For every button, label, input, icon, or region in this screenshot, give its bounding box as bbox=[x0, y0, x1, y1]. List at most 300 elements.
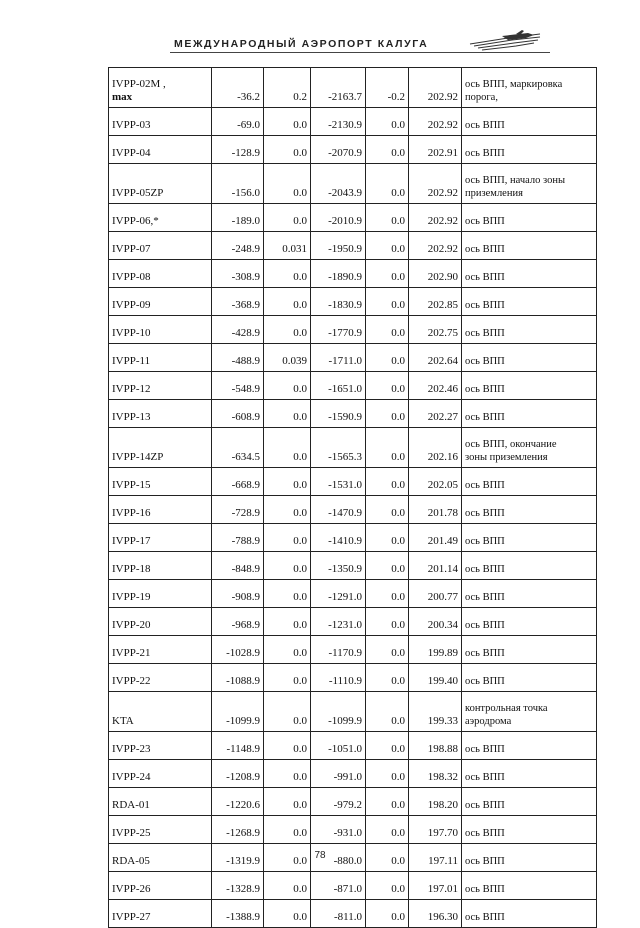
offset-cell bbox=[366, 164, 409, 204]
description-cell bbox=[462, 816, 597, 844]
elevation-cell bbox=[409, 524, 462, 552]
elevation-text: 202.27 bbox=[427, 411, 458, 423]
z-coord-cell bbox=[311, 872, 366, 900]
elevation-cell bbox=[409, 496, 462, 524]
x-coord-cell bbox=[212, 428, 264, 468]
offset-text: 0.0 bbox=[391, 243, 405, 255]
elevation-cell bbox=[409, 664, 462, 692]
offset-cell bbox=[366, 400, 409, 428]
description-text: ось ВПП bbox=[465, 244, 505, 255]
point-name-text: RDA-05 bbox=[112, 855, 150, 867]
elevation-cell bbox=[409, 468, 462, 496]
airplane-logo-icon bbox=[468, 30, 542, 54]
z-coord-cell bbox=[311, 68, 366, 108]
table-row bbox=[109, 524, 597, 552]
z-coord-text: -1651.0 bbox=[328, 383, 362, 395]
z-coord-text: -1531.0 bbox=[328, 479, 362, 491]
x-coord-text: -368.9 bbox=[231, 299, 260, 311]
table-body bbox=[109, 68, 597, 928]
offset-text: 0.0 bbox=[391, 855, 405, 867]
x-coord-cell bbox=[212, 316, 264, 344]
point-name-cell bbox=[109, 872, 212, 900]
point-name-cell bbox=[109, 400, 212, 428]
z-coord-text: -1950.9 bbox=[328, 243, 362, 255]
z-coord-text: -2010.9 bbox=[328, 215, 362, 227]
x-coord-cell bbox=[212, 164, 264, 204]
x-coord-text: -1328.9 bbox=[226, 883, 260, 895]
x-coord-cell bbox=[212, 496, 264, 524]
table-row bbox=[109, 164, 597, 204]
z-coord-text: -2163.7 bbox=[328, 91, 362, 103]
y-coord-cell bbox=[264, 372, 311, 400]
point-name-cell bbox=[109, 552, 212, 580]
offset-text: 0.0 bbox=[391, 563, 405, 575]
x-coord-text: -848.9 bbox=[231, 563, 260, 575]
offset-cell bbox=[366, 580, 409, 608]
description-cell bbox=[462, 524, 597, 552]
table-row bbox=[109, 552, 597, 580]
z-coord-cell bbox=[311, 636, 366, 664]
table-row bbox=[109, 316, 597, 344]
description-cell bbox=[462, 608, 597, 636]
offset-cell bbox=[366, 692, 409, 732]
x-coord-text: -69.0 bbox=[237, 119, 260, 131]
y-coord-cell bbox=[264, 496, 311, 524]
table-row bbox=[109, 400, 597, 428]
x-coord-cell bbox=[212, 816, 264, 844]
x-coord-cell bbox=[212, 68, 264, 108]
table-row bbox=[109, 496, 597, 524]
y-coord-text: 0.0 bbox=[293, 215, 307, 227]
x-coord-cell bbox=[212, 344, 264, 372]
point-name-cell bbox=[109, 692, 212, 732]
point-name-cell bbox=[109, 136, 212, 164]
offset-text: 0.0 bbox=[391, 771, 405, 783]
elevation-cell bbox=[409, 760, 462, 788]
offset-text: 0.0 bbox=[391, 715, 405, 727]
z-coord-cell bbox=[311, 288, 366, 316]
x-coord-cell bbox=[212, 260, 264, 288]
point-name-text: IVPP-25 bbox=[112, 827, 151, 839]
description-cell bbox=[462, 664, 597, 692]
point-name-cell bbox=[109, 580, 212, 608]
x-coord-cell bbox=[212, 232, 264, 260]
description-cell bbox=[462, 900, 597, 928]
y-coord-text: 0.0 bbox=[293, 327, 307, 339]
description-cell bbox=[462, 288, 597, 316]
table-row bbox=[109, 816, 597, 844]
description-text: ось ВПП bbox=[465, 592, 505, 603]
y-coord-text: 0.0 bbox=[293, 715, 307, 727]
elevation-text: 198.32 bbox=[427, 771, 458, 783]
point-name-text: IVPP-23 bbox=[112, 743, 151, 755]
x-coord-text: -428.9 bbox=[231, 327, 260, 339]
table-row bbox=[109, 204, 597, 232]
y-coord-cell bbox=[264, 816, 311, 844]
x-coord-text: -1268.9 bbox=[226, 827, 260, 839]
z-coord-cell bbox=[311, 692, 366, 732]
header-rule bbox=[170, 52, 550, 53]
point-name-text: IVPP-22 bbox=[112, 675, 151, 687]
z-coord-cell bbox=[311, 260, 366, 288]
point-name-text: IVPP-09 bbox=[112, 299, 151, 311]
description-cell bbox=[462, 496, 597, 524]
y-coord-text: 0.0 bbox=[293, 675, 307, 687]
table-row bbox=[109, 108, 597, 136]
point-name-cell bbox=[109, 428, 212, 468]
y-coord-cell bbox=[264, 900, 311, 928]
offset-text: 0.0 bbox=[391, 743, 405, 755]
x-coord-cell bbox=[212, 732, 264, 760]
table-row bbox=[109, 232, 597, 260]
elevation-cell bbox=[409, 608, 462, 636]
y-coord-text: 0.0 bbox=[293, 647, 307, 659]
offset-text: 0.0 bbox=[391, 827, 405, 839]
point-name-text: IVPP-26 bbox=[112, 883, 151, 895]
elevation-cell bbox=[409, 344, 462, 372]
z-coord-cell bbox=[311, 232, 366, 260]
z-coord-cell bbox=[311, 496, 366, 524]
x-coord-text: -1208.9 bbox=[226, 771, 260, 783]
description-text: ось ВПП bbox=[465, 480, 505, 491]
y-coord-text: 0.0 bbox=[293, 619, 307, 631]
elevation-cell bbox=[409, 204, 462, 232]
z-coord-text: -880.0 bbox=[333, 855, 362, 867]
description-text: ось ВПП, маркировка bbox=[465, 79, 563, 90]
x-coord-cell bbox=[212, 664, 264, 692]
x-coord-text: -908.9 bbox=[231, 591, 260, 603]
description-text-line2: порога, bbox=[465, 92, 498, 103]
description-text: ось ВПП bbox=[465, 744, 505, 755]
elevation-text: 202.90 bbox=[427, 271, 458, 283]
description-text: ось ВПП bbox=[465, 620, 505, 631]
description-text: ось ВПП, начало зоны bbox=[465, 175, 566, 186]
offset-cell bbox=[366, 428, 409, 468]
point-name-cell bbox=[109, 900, 212, 928]
y-coord-cell bbox=[264, 232, 311, 260]
y-coord-text: 0.0 bbox=[293, 507, 307, 519]
offset-text: 0.0 bbox=[391, 411, 405, 423]
point-name-text: IVPP-12 bbox=[112, 383, 151, 395]
y-coord-text: 0.0 bbox=[293, 535, 307, 547]
elevation-text: 198.20 bbox=[427, 799, 458, 811]
description-cell bbox=[462, 788, 597, 816]
elevation-cell bbox=[409, 288, 462, 316]
point-name-text: IVPP-24 bbox=[112, 771, 151, 783]
description-cell bbox=[462, 260, 597, 288]
point-name-text: IVPP-10 bbox=[112, 327, 151, 339]
elevation-cell bbox=[409, 816, 462, 844]
offset-cell bbox=[366, 136, 409, 164]
z-coord-cell bbox=[311, 136, 366, 164]
elevation-cell bbox=[409, 872, 462, 900]
point-name-text: IVPP-03 bbox=[112, 119, 151, 131]
description-cell bbox=[462, 636, 597, 664]
page-number: 78 bbox=[314, 850, 326, 861]
table-row bbox=[109, 788, 597, 816]
elevation-text: 199.33 bbox=[427, 715, 458, 727]
y-coord-cell bbox=[264, 164, 311, 204]
table-row bbox=[109, 580, 597, 608]
description-text-line2: зоны приземления bbox=[465, 452, 548, 463]
offset-cell bbox=[366, 760, 409, 788]
elevation-cell bbox=[409, 788, 462, 816]
description-cell bbox=[462, 760, 597, 788]
offset-text: 0.0 bbox=[391, 327, 405, 339]
x-coord-cell bbox=[212, 692, 264, 732]
z-coord-text: -979.2 bbox=[333, 799, 362, 811]
offset-cell bbox=[366, 524, 409, 552]
x-coord-cell bbox=[212, 468, 264, 496]
y-coord-text: 0.0 bbox=[293, 479, 307, 491]
offset-cell bbox=[366, 108, 409, 136]
description-text: ось ВПП bbox=[465, 328, 505, 339]
y-coord-cell bbox=[264, 760, 311, 788]
point-name-text: IVPP-17 bbox=[112, 535, 151, 547]
point-name-text: IVPP-27 bbox=[112, 911, 151, 923]
y-coord-text: 0.0 bbox=[293, 187, 307, 199]
point-name-cell bbox=[109, 316, 212, 344]
elevation-text: 200.77 bbox=[427, 591, 458, 603]
z-coord-text: -1231.0 bbox=[328, 619, 362, 631]
table-row bbox=[109, 136, 597, 164]
z-coord-cell bbox=[311, 608, 366, 636]
header-title: МЕЖДУНАРОДНЫЙ АЭРОПОРТ КАЛУГА bbox=[174, 38, 429, 50]
y-coord-text: 0.0 bbox=[293, 147, 307, 159]
y-coord-text: 0.0 bbox=[293, 299, 307, 311]
y-coord-cell bbox=[264, 524, 311, 552]
z-coord-text: -1470.9 bbox=[328, 507, 362, 519]
point-name-cell bbox=[109, 260, 212, 288]
point-name-text: IVPP-06,* bbox=[112, 215, 159, 227]
x-coord-cell bbox=[212, 760, 264, 788]
point-name-text: IVPP-11 bbox=[112, 355, 151, 367]
table-row bbox=[109, 372, 597, 400]
point-name-text: KTA bbox=[112, 715, 134, 727]
offset-text: 0.0 bbox=[391, 299, 405, 311]
elevation-text: 198.88 bbox=[427, 743, 458, 755]
offset-cell bbox=[366, 664, 409, 692]
y-coord-text: 0.0 bbox=[293, 451, 307, 463]
elevation-text: 202.92 bbox=[427, 243, 458, 255]
description-text: ось ВПП, окончание bbox=[465, 439, 557, 450]
z-coord-text: -1565.3 bbox=[328, 451, 362, 463]
z-coord-text: -1291.0 bbox=[328, 591, 362, 603]
offset-cell bbox=[366, 468, 409, 496]
z-coord-cell bbox=[311, 524, 366, 552]
coordinates-table bbox=[108, 67, 597, 928]
z-coord-text: -1350.9 bbox=[328, 563, 362, 575]
z-coord-cell bbox=[311, 108, 366, 136]
elevation-cell bbox=[409, 400, 462, 428]
offset-text: 0.0 bbox=[391, 215, 405, 227]
table-row bbox=[109, 260, 597, 288]
y-coord-text: 0.0 bbox=[293, 591, 307, 603]
x-coord-cell bbox=[212, 288, 264, 316]
table-row bbox=[109, 68, 597, 108]
elevation-cell bbox=[409, 732, 462, 760]
elevation-cell bbox=[409, 552, 462, 580]
y-coord-cell bbox=[264, 788, 311, 816]
x-coord-text: -634.5 bbox=[231, 451, 260, 463]
offset-text: 0.0 bbox=[391, 591, 405, 603]
description-cell bbox=[462, 68, 597, 108]
point-name-text: IVPP-04 bbox=[112, 147, 151, 159]
z-coord-cell bbox=[311, 344, 366, 372]
y-coord-text: 0.0 bbox=[293, 411, 307, 423]
description-text: ось ВПП bbox=[465, 828, 505, 839]
point-name-cell bbox=[109, 372, 212, 400]
point-name-text: IVPP-05ZP bbox=[112, 187, 164, 199]
offset-text: 0.0 bbox=[391, 675, 405, 687]
point-name-cell bbox=[109, 788, 212, 816]
table-row bbox=[109, 732, 597, 760]
x-coord-text: -1388.9 bbox=[226, 911, 260, 923]
elevation-text: 202.46 bbox=[427, 383, 458, 395]
y-coord-cell bbox=[264, 872, 311, 900]
elevation-text: 202.92 bbox=[427, 215, 458, 227]
table-row bbox=[109, 760, 597, 788]
offset-text: 0.0 bbox=[391, 647, 405, 659]
y-coord-text: 0.0 bbox=[293, 827, 307, 839]
description-cell bbox=[462, 232, 597, 260]
table-row bbox=[109, 344, 597, 372]
x-coord-text: -308.9 bbox=[231, 271, 260, 283]
x-coord-text: -608.9 bbox=[231, 411, 260, 423]
z-coord-cell bbox=[311, 900, 366, 928]
offset-text: 0.0 bbox=[391, 187, 405, 199]
description-cell bbox=[462, 552, 597, 580]
description-cell bbox=[462, 580, 597, 608]
elevation-cell bbox=[409, 316, 462, 344]
point-name-cell bbox=[109, 164, 212, 204]
description-cell bbox=[462, 136, 597, 164]
point-name-cell bbox=[109, 732, 212, 760]
description-text: ось ВПП bbox=[465, 216, 505, 227]
elevation-text: 199.40 bbox=[427, 675, 458, 687]
z-coord-cell bbox=[311, 732, 366, 760]
description-text: ось ВПП bbox=[465, 912, 505, 923]
z-coord-text: -1410.9 bbox=[328, 535, 362, 547]
description-cell bbox=[462, 316, 597, 344]
x-coord-cell bbox=[212, 608, 264, 636]
description-cell bbox=[462, 344, 597, 372]
offset-text: 0.0 bbox=[391, 619, 405, 631]
z-coord-text: -1590.9 bbox=[328, 411, 362, 423]
elevation-text: 197.11 bbox=[428, 855, 458, 867]
y-coord-cell bbox=[264, 136, 311, 164]
elevation-text: 202.05 bbox=[427, 479, 458, 491]
elevation-cell bbox=[409, 108, 462, 136]
y-coord-cell bbox=[264, 552, 311, 580]
x-coord-cell bbox=[212, 400, 264, 428]
elevation-text: 200.34 bbox=[427, 619, 458, 631]
y-coord-text: 0.031 bbox=[282, 243, 307, 255]
z-coord-cell bbox=[311, 400, 366, 428]
point-name-cell bbox=[109, 468, 212, 496]
offset-text: 0.0 bbox=[391, 383, 405, 395]
z-coord-text: -811.0 bbox=[333, 911, 362, 923]
offset-cell bbox=[366, 872, 409, 900]
elevation-text: 202.91 bbox=[427, 147, 458, 159]
table-row bbox=[109, 468, 597, 496]
point-name-cell bbox=[109, 664, 212, 692]
x-coord-text: -248.9 bbox=[231, 243, 260, 255]
z-coord-cell bbox=[311, 316, 366, 344]
point-name-text: IVPP-15 bbox=[112, 479, 151, 491]
table-row bbox=[109, 288, 597, 316]
description-text: ось ВПП bbox=[465, 564, 505, 575]
point-name-cell bbox=[109, 636, 212, 664]
y-coord-cell bbox=[264, 692, 311, 732]
description-cell bbox=[462, 872, 597, 900]
point-name-text: IVPP-16 bbox=[112, 507, 151, 519]
x-coord-cell bbox=[212, 552, 264, 580]
table-row bbox=[109, 872, 597, 900]
table-row bbox=[109, 900, 597, 928]
elevation-text: 201.78 bbox=[427, 507, 458, 519]
x-coord-text: -1319.9 bbox=[226, 855, 260, 867]
y-coord-cell bbox=[264, 428, 311, 468]
z-coord-text: -2070.9 bbox=[328, 147, 362, 159]
elevation-text: 199.89 bbox=[427, 647, 458, 659]
y-coord-cell bbox=[264, 608, 311, 636]
point-name-cell bbox=[109, 68, 212, 108]
offset-cell bbox=[366, 816, 409, 844]
y-coord-text: 0.039 bbox=[282, 355, 307, 367]
y-coord-cell bbox=[264, 68, 311, 108]
point-name-cell bbox=[109, 204, 212, 232]
y-coord-text: 0.2 bbox=[293, 91, 307, 103]
table-row bbox=[109, 636, 597, 664]
z-coord-cell bbox=[311, 816, 366, 844]
x-coord-text: -548.9 bbox=[231, 383, 260, 395]
z-coord-cell bbox=[311, 468, 366, 496]
offset-text: 0.0 bbox=[391, 479, 405, 491]
point-name-cell bbox=[109, 344, 212, 372]
description-text: ось ВПП bbox=[465, 800, 505, 811]
x-coord-text: -1099.9 bbox=[226, 715, 260, 727]
offset-text: 0.0 bbox=[391, 271, 405, 283]
y-coord-cell bbox=[264, 344, 311, 372]
description-cell bbox=[462, 400, 597, 428]
y-coord-text: 0.0 bbox=[293, 911, 307, 923]
point-name-cell bbox=[109, 608, 212, 636]
description-cell bbox=[462, 692, 597, 732]
offset-cell bbox=[366, 316, 409, 344]
z-coord-text: -1770.9 bbox=[328, 327, 362, 339]
x-coord-text: -156.0 bbox=[231, 187, 260, 199]
x-coord-cell bbox=[212, 580, 264, 608]
description-text: ось ВПП bbox=[465, 120, 505, 131]
offset-cell bbox=[366, 68, 409, 108]
elevation-text: 202.92 bbox=[427, 187, 458, 199]
description-cell bbox=[462, 164, 597, 204]
point-name-cell bbox=[109, 816, 212, 844]
y-coord-cell bbox=[264, 732, 311, 760]
offset-cell bbox=[366, 732, 409, 760]
elevation-cell bbox=[409, 68, 462, 108]
elevation-text: 202.16 bbox=[427, 451, 458, 463]
z-coord-cell bbox=[311, 580, 366, 608]
x-coord-text: -1220.6 bbox=[226, 799, 260, 811]
x-coord-cell bbox=[212, 872, 264, 900]
page-header bbox=[170, 30, 550, 56]
elevation-cell bbox=[409, 136, 462, 164]
elevation-text: 197.70 bbox=[427, 827, 458, 839]
y-coord-text: 0.0 bbox=[293, 271, 307, 283]
point-name-cell bbox=[109, 524, 212, 552]
